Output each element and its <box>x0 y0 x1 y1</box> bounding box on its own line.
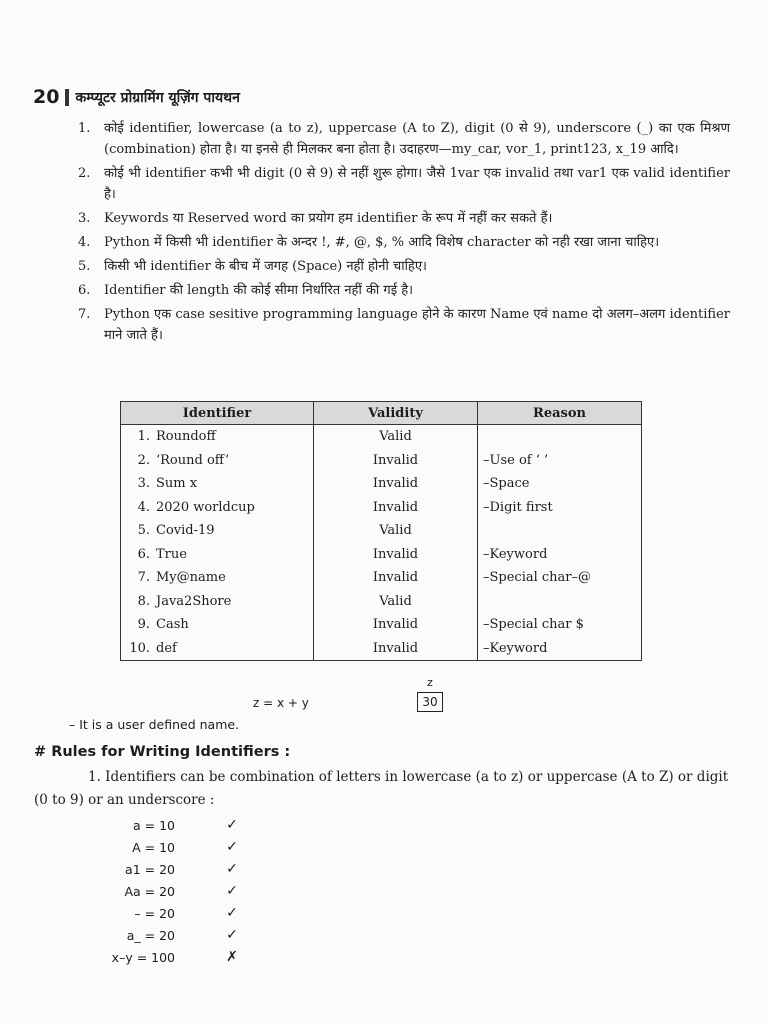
check-mark-icon: ✓ <box>226 905 238 921</box>
reason-cell: –Special char–@ <box>478 566 642 590</box>
header-divider <box>65 89 69 106</box>
page-header <box>33 86 240 108</box>
example-expression: a = 10 <box>133 817 175 833</box>
identifier-examples <box>100 814 243 968</box>
list-item: 6. Identifier की length की कोई सीमा निर्धारित नहीं की गई है। <box>78 283 414 298</box>
variable-value-box: 30 <box>417 692 443 712</box>
table-header-row <box>121 402 642 425</box>
section-heading: # Rules for Writing Identifiers : <box>34 744 291 760</box>
reason-cell: –Keyword <box>478 543 642 567</box>
check-mark-icon: ✓ <box>226 883 238 899</box>
example-row <box>100 902 243 924</box>
identifier-cell: 8. Java2Shore <box>121 590 314 614</box>
table-row <box>121 449 642 473</box>
check-mark-icon: ✓ <box>226 839 238 855</box>
identifier-cell: 10. def <box>121 637 314 661</box>
example-row <box>100 880 243 902</box>
validity-cell: Valid <box>314 425 478 449</box>
validity-cell: Invalid <box>314 543 478 567</box>
example-expression: a1 = 20 <box>125 861 175 877</box>
example-expression: – = 20 <box>134 905 175 921</box>
table-row <box>121 519 642 543</box>
reason-cell: –Use of ‘ ’ <box>478 449 642 473</box>
assignment-expression: z = x + y <box>253 696 309 710</box>
identifier-rules-list <box>78 118 730 349</box>
identifier-cell: 9. Cash <box>121 613 314 637</box>
reason-cell: –Special char $ <box>478 613 642 637</box>
check-mark-icon: ✓ <box>226 861 238 877</box>
list-item: 3. Keywords या Reserved word का प्रयोग हम identifier के रूप में नहीं कर सकते हैं। <box>78 211 553 226</box>
identifier-cell: 6. True <box>121 543 314 567</box>
table-row <box>121 613 642 637</box>
example-row <box>100 814 243 836</box>
reason-cell: –Digit first <box>478 496 642 520</box>
validity-cell: Invalid <box>314 472 478 496</box>
identifier-cell: 3. Sum x <box>121 472 314 496</box>
validity-cell: Valid <box>314 519 478 543</box>
validity-cell: Invalid <box>314 637 478 661</box>
header-identifier: Identifier <box>121 402 314 425</box>
header-reason: Reason <box>478 402 642 425</box>
table-row <box>121 566 642 590</box>
table-row <box>121 472 642 496</box>
identifier-cell: 4. 2020 worldcup <box>121 496 314 520</box>
validity-cell: Invalid <box>314 449 478 473</box>
check-mark-icon: ✓ <box>226 927 238 943</box>
table-row <box>121 590 642 614</box>
list-item: 7. Python एक case sesitive programming language होने के कारण Name एवं name दो अलग–अलग identifier माने जाते हैं। <box>78 307 730 343</box>
example-expression: Aa = 20 <box>124 883 175 899</box>
header-validity: Validity <box>314 402 478 425</box>
example-row <box>100 836 243 858</box>
table-row <box>121 543 642 567</box>
example-row <box>100 946 243 968</box>
validity-cell: Valid <box>314 590 478 614</box>
example-row <box>100 858 243 880</box>
identifier-cell: 7. My@name <box>121 566 314 590</box>
variable-label: z <box>427 676 433 689</box>
book-title: कम्प्यूटर प्रोग्रामिंग यूज़िंग पायथन <box>75 89 240 106</box>
table-row <box>121 425 642 449</box>
identifier-cell: 5. Covid-19 <box>121 519 314 543</box>
example-expression: A = 10 <box>132 839 175 855</box>
example-expression: a_ = 20 <box>126 927 175 943</box>
table-row <box>121 637 642 661</box>
list-item: 2. कोई भी identifier कभी भी digit (0 से 9) से नहीं शुरू होगा। जैसे 1var एक invalid तथा var1 एक valid identifier है। <box>78 166 730 202</box>
identifier-cell: 2. ‘Round off’ <box>121 449 314 473</box>
reason-cell <box>478 590 642 614</box>
check-mark-icon: ✓ <box>226 817 238 833</box>
list-item: 1. कोई identifier, lowercase (a to z), uppercase (A to Z), digit (0 से 9), underscore (_) का एक मिश्रण (combination) होता है। या इनसे ही मिलकर बना होता है। उदाहरण—my_car, vor_1, print123, x_19 आदि। <box>78 121 730 157</box>
example-expression: x–y = 100 <box>111 949 175 965</box>
identifier-validity-table <box>120 401 642 661</box>
list-item: 4. Python में किसी भी identifier के अन्दर !, #, @, $, % आदि विशेष character को नही रखा जाना चाहिए। <box>78 235 660 250</box>
user-defined-note: – It is a user defined name. <box>69 717 240 732</box>
reason-cell <box>478 519 642 543</box>
example-row <box>100 924 243 946</box>
reason-cell: –Space <box>478 472 642 496</box>
identifier-cell: 1. Roundoff <box>121 425 314 449</box>
validity-cell: Invalid <box>314 566 478 590</box>
rule-paragraph: 1. Identifiers can be combination of letters in lowercase (a to z) or uppercase (A to Z) or digit (0 to 9) or an underscore : <box>34 769 729 808</box>
validity-cell: Invalid <box>314 496 478 520</box>
validity-cell: Invalid <box>314 613 478 637</box>
cross-mark-icon: ✗ <box>226 949 238 965</box>
table-row <box>121 496 642 520</box>
reason-cell: –Keyword <box>478 637 642 661</box>
list-item: 5. किसी भी identifier के बीच में जगह (Space) नहीं होनी चाहिए। <box>78 259 427 274</box>
reason-cell <box>478 425 642 449</box>
page-number: 20 <box>33 86 60 108</box>
